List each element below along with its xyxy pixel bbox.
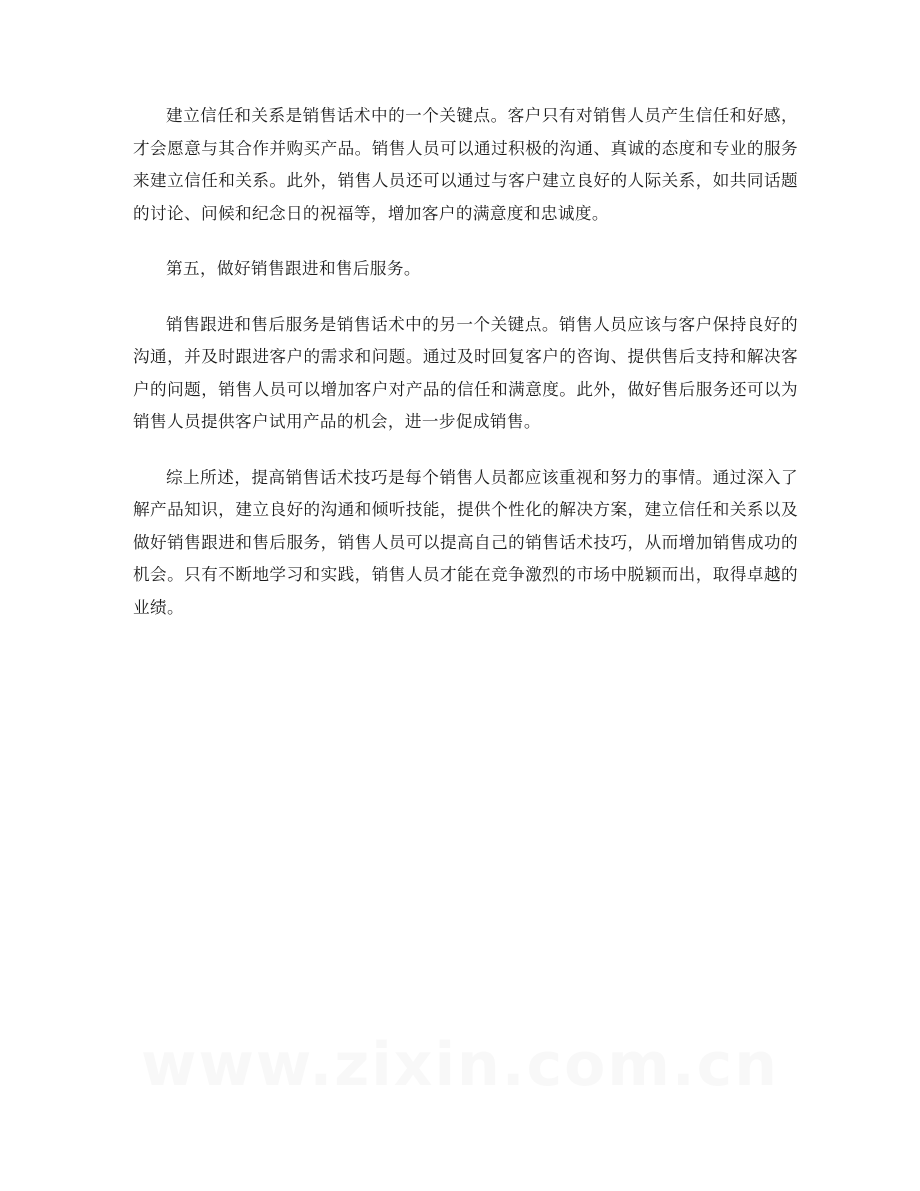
paragraph-follow-up-service: 销售跟进和售后服务是销售话术中的另一个关键点。销售人员应该与客户保持良好的沟通，并及时跟进客户的需求和问题。通过及时回复客户的咨询、提供售后支持和解决客户的问题，销售人员可以增加客户对产品的信任和满意度。此外，做好售后服务还可以为销售人员提供客户试用产品的机会，进一步促成销售。 — [133, 314, 798, 431]
paragraph-trust-relationship: 建立信任和关系是销售话术中的一个关键点。客户只有对销售人员产生信任和好感，才会愿意与其合作并购买产品。销售人员可以通过积极的沟通、真诚的态度和专业的服务来建立信任和关系。此外，销售人员还可以通过与客户建立良好的人际关系，如共同话题的讨论、问候和纪念日的祝福等，增加客户的满意度和忠诚度。 — [133, 106, 798, 223]
document-body — [133, 100, 798, 647]
paragraph-conclusion: 综上所述，提高销售话术技巧是每个销售人员都应该重视和努力的事情。通过深入了解产品知识，建立良好的沟通和倾听技能，提供个性化的解决方案，建立信任和关系以及做好销售跟进和售后服务，销售人员可以提高自己的销售话术技巧，从而增加销售成功的机会。只有不断地学习和实践，销售人员才能在竞争激烈的市场中脱颖而出，取得卓越的业绩。 — [133, 467, 798, 617]
watermark: www.zixin.com.cn — [141, 1030, 779, 1100]
paragraph-fifth-point-heading: 第五，做好销售跟进和售后服务。 — [166, 259, 421, 278]
